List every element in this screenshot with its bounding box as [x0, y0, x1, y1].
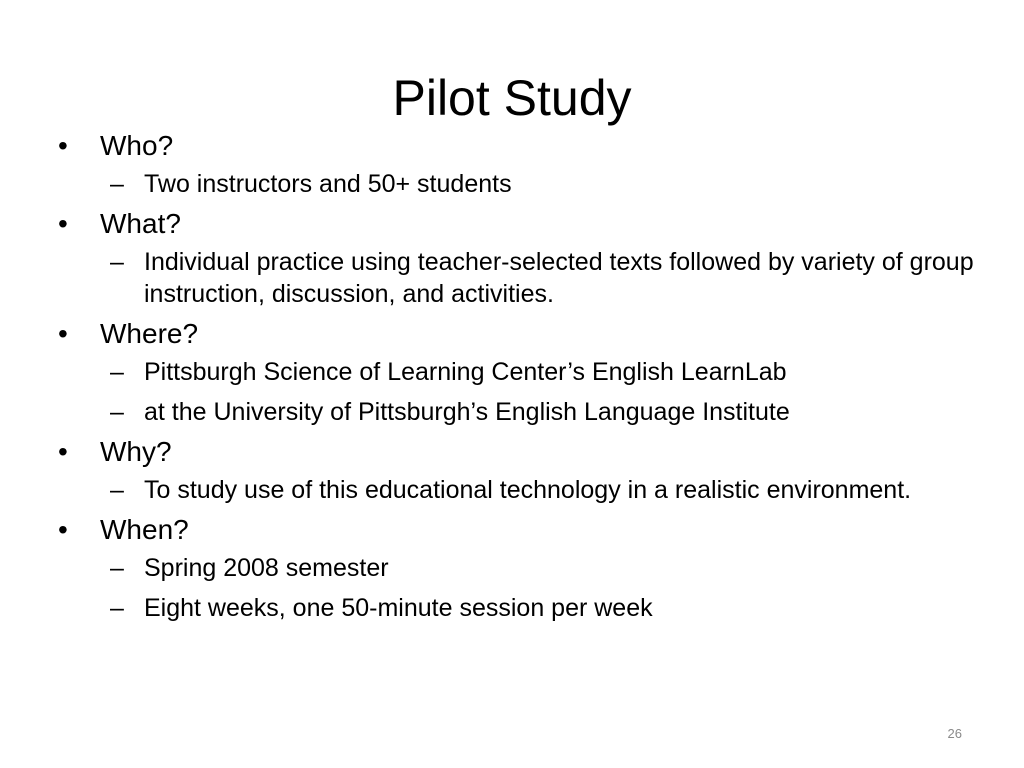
sub-list	[100, 474, 976, 506]
bullet-label: Why?	[100, 436, 172, 467]
bullet-icon: •	[58, 130, 68, 161]
sub-item-text: To study use of this educational technology in a realistic environment.	[144, 476, 912, 504]
sub-list	[100, 246, 976, 310]
bullet-label: Who?	[100, 130, 174, 161]
bullet-icon: •	[58, 208, 68, 239]
bullet-icon: •	[58, 318, 68, 349]
bullet-list	[56, 128, 976, 624]
sub-item	[98, 246, 976, 310]
sub-list	[100, 168, 976, 200]
sub-item-text: Individual practice using teacher-selected texts followed by variety of group instruction, discussion, and activities.	[144, 248, 974, 308]
bullet-icon: •	[58, 514, 68, 545]
sub-item-text: at the University of Pittsburgh’s English Language Institute	[144, 398, 790, 426]
sub-item-text: Pittsburgh Science of Learning Center’s English LearnLab	[144, 358, 787, 386]
sub-item	[98, 552, 976, 584]
sub-item	[98, 592, 976, 624]
bullet-label: Where?	[100, 318, 199, 349]
bullet-item-why	[56, 434, 976, 506]
dash-icon: –	[110, 594, 124, 622]
dash-icon: –	[110, 476, 124, 504]
slide-title: Pilot Study	[392, 70, 632, 126]
sub-item	[98, 474, 976, 506]
bullet-item-what	[56, 206, 976, 310]
sub-item	[98, 168, 976, 200]
sub-item-text: Two instructors and 50+ students	[144, 170, 512, 198]
bullet-item-when	[56, 512, 976, 624]
dash-icon: –	[110, 358, 124, 386]
sub-item	[98, 356, 976, 388]
dash-icon: –	[110, 248, 124, 276]
bullet-item-who	[56, 128, 976, 200]
page-number: 26	[947, 726, 962, 741]
sub-list	[100, 356, 976, 428]
sub-item	[98, 396, 976, 428]
bullet-label: When?	[100, 514, 189, 545]
sub-item-text: Spring 2008 semester	[144, 554, 389, 582]
bullet-item-where	[56, 316, 976, 428]
sub-list	[100, 552, 976, 624]
bullet-icon: •	[58, 436, 68, 467]
dash-icon: –	[110, 170, 124, 198]
bullet-label: What?	[100, 208, 181, 239]
sub-item-text: Eight weeks, one 50-minute session per week	[144, 594, 653, 622]
dash-icon: –	[110, 554, 124, 582]
dash-icon: –	[110, 398, 124, 426]
